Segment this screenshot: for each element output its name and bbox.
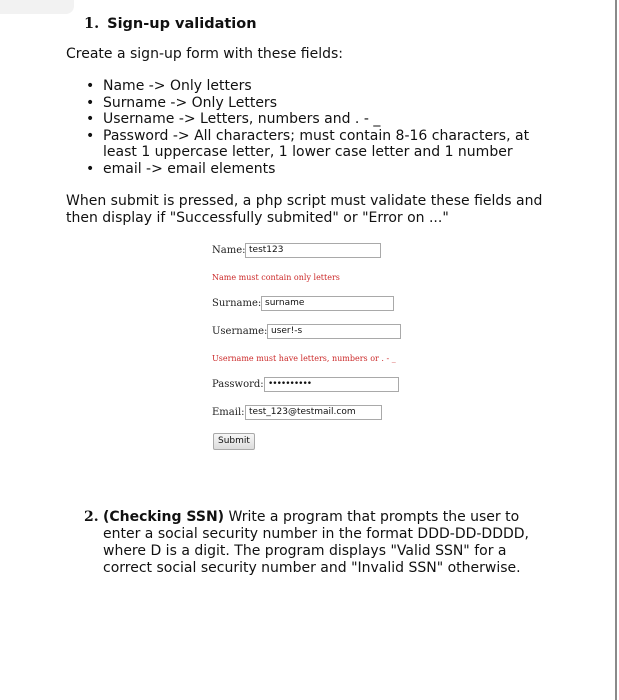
question-1-title: Sign-up validation bbox=[107, 16, 257, 32]
email-input[interactable]: test_123@testmail.com bbox=[245, 405, 382, 420]
list-item: • Surname -> Only Letters bbox=[66, 95, 546, 112]
username-input[interactable]: user!-s bbox=[267, 324, 401, 339]
question-1-number: 1. bbox=[84, 15, 100, 32]
question-2-title: (Checking SSN) bbox=[103, 509, 225, 525]
password-input[interactable]: •••••••••• bbox=[264, 377, 399, 392]
page-edge-line bbox=[615, 0, 617, 700]
surname-input[interactable]: surname bbox=[261, 296, 394, 311]
question-2-body bbox=[103, 509, 534, 577]
name-label: Name: bbox=[212, 245, 246, 256]
submit-button[interactable]: Submit bbox=[213, 433, 255, 450]
list-item: • Name -> Only letters bbox=[66, 78, 546, 95]
list-item: • email -> email elements bbox=[66, 161, 546, 178]
username-error-message: Username must have letters, numbers or . - _ bbox=[212, 354, 396, 363]
list-item: • Username -> Letters, numbers and . - _ bbox=[66, 111, 546, 128]
question-2-number: 2. bbox=[84, 509, 99, 525]
corner-tab bbox=[0, 0, 74, 14]
question-2 bbox=[84, 509, 534, 577]
question-2-text: Write a program that prompts the user to enter a social security number in the format DDD-DD-DDDD, where D is a digit. The program displays "Valid SSN" for a correct social security number and "Invalid SSN" otherwise. bbox=[103, 509, 530, 576]
email-label: Email: bbox=[212, 407, 245, 418]
question-1-intro: Create a sign-up form with these fields: bbox=[66, 46, 343, 62]
name-input[interactable]: test123 bbox=[245, 243, 381, 258]
question-1-heading bbox=[84, 15, 257, 32]
name-error-message: Name must contain only letters bbox=[212, 273, 340, 282]
password-label: Password: bbox=[212, 379, 264, 390]
list-item: • Password -> All characters; must contain 8-16 characters, at least 1 uppercase letter, 1 lower case letter and 1 number bbox=[66, 128, 546, 161]
username-label: Username: bbox=[212, 326, 268, 337]
submit-instructions: When submit is pressed, a php script must validate these fields and then display if "Successfully submited" or "Error on ..." bbox=[66, 193, 543, 226]
field-requirements-list bbox=[66, 78, 546, 177]
surname-label: Surname: bbox=[212, 298, 262, 309]
